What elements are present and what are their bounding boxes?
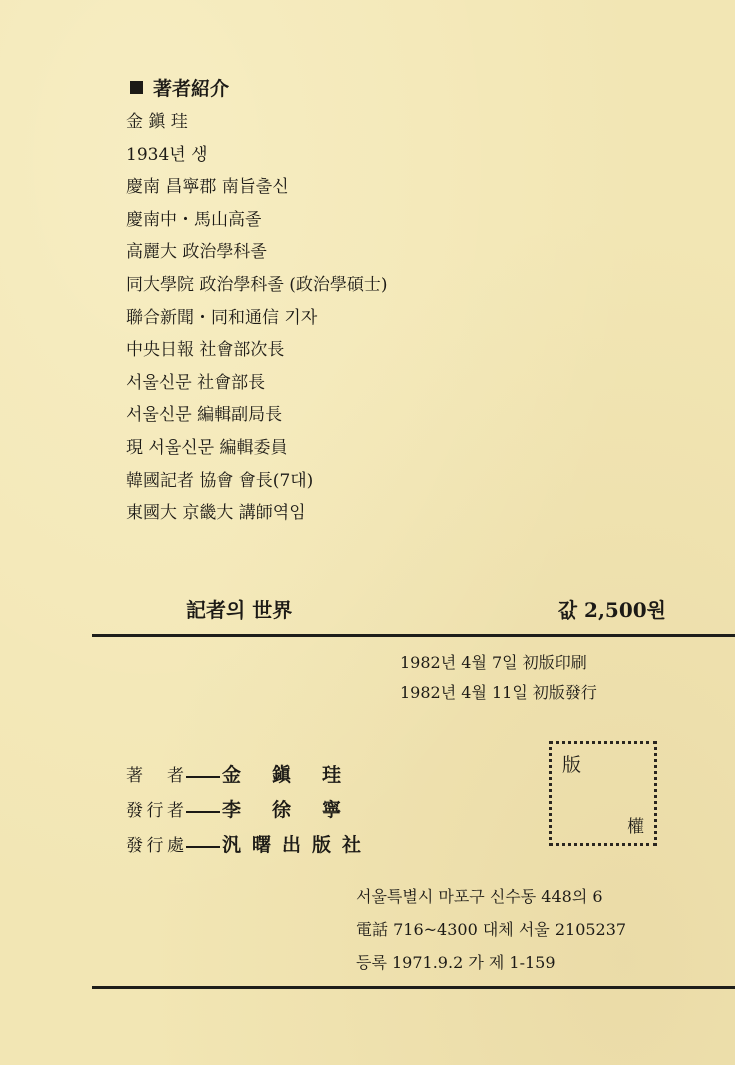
credits-block [126, 758, 426, 863]
author-bio-list [126, 106, 646, 530]
publishing-date: 1982년 4월 11일 初版發行 [400, 683, 597, 702]
name-char: 汎 [222, 834, 242, 856]
book-title: 記者의 世界 [186, 598, 293, 622]
author-introduction-heading [130, 72, 646, 102]
publishing-house-name [222, 828, 392, 863]
name-char: 鎭 [272, 764, 292, 786]
name-char: 曙 [252, 834, 272, 856]
bottom-divider [92, 986, 735, 989]
dash-line [186, 776, 220, 778]
name-char: 寧 [322, 799, 342, 821]
square-bullet-icon [130, 81, 143, 94]
bio-line: 中央日報 社會部次長 [126, 340, 285, 361]
bio-line: 聯合新聞・同和通信 기자 [126, 307, 318, 328]
publisher-address [356, 880, 696, 979]
book-price: 값 2,500원 [557, 598, 666, 622]
bio-line: 韓國記者 協會 會長(7대) [126, 470, 314, 491]
author-credit [126, 758, 426, 793]
printing-info [400, 648, 700, 708]
bio-line-birth: 1934년 생 [126, 144, 208, 165]
bio-line: 現 서울신문 編輯委員 [126, 437, 288, 458]
publisher-credit [126, 793, 426, 828]
stamp-label-bottom: 權 [627, 817, 644, 837]
name-char: 出 [282, 834, 302, 856]
bio-line-name: 金 鎭 珪 [126, 112, 188, 132]
name-char: 金 [222, 764, 242, 786]
name-char: 李 [222, 799, 242, 821]
name-char: 徐 [272, 799, 292, 821]
heading-text: 著者紹介 [153, 77, 230, 100]
printing-date: 1982년 4월 7일 初版印刷 [400, 653, 587, 672]
registration-line: 등록 1971.9.2 가 제 1-159 [356, 953, 556, 972]
publisher-name [222, 793, 372, 828]
phone-line: 電話 716~4300 대체 서울 2105237 [356, 920, 627, 939]
name-char: 珪 [322, 764, 342, 786]
author-name [222, 758, 372, 793]
dash-line [186, 811, 220, 813]
author-introduction [126, 72, 646, 530]
copyright-stamp-box [549, 741, 657, 846]
publishing-house-credit [126, 828, 426, 863]
bio-line-origin: 慶南 昌寧郡 南旨출신 [126, 177, 289, 198]
publisher-role: 發行者 [126, 801, 184, 821]
dash-line [186, 846, 220, 848]
author-role: 著 者 [126, 766, 184, 786]
bio-line: 東國大 京畿大 講師역임 [126, 503, 306, 524]
title-price-row [186, 594, 666, 626]
bio-line: 同大學院 政治學科졸 (政治學碩士) [126, 274, 388, 295]
address-line: 서울특별시 마포구 신수동 448의 6 [356, 887, 603, 906]
publishing-house-role: 發行處 [126, 836, 184, 856]
name-char: 社 [342, 834, 362, 856]
bio-line: 高麗大 政治學科졸 [126, 242, 267, 263]
stamp-label-top: 版 [562, 754, 582, 776]
bio-line: 서울신문 社會部長 [126, 372, 266, 393]
bio-line: 서울신문 編輯副局長 [126, 405, 283, 426]
name-char: 版 [312, 834, 332, 856]
top-divider [92, 634, 735, 637]
bio-line: 慶南中・馬山高졸 [126, 209, 262, 230]
